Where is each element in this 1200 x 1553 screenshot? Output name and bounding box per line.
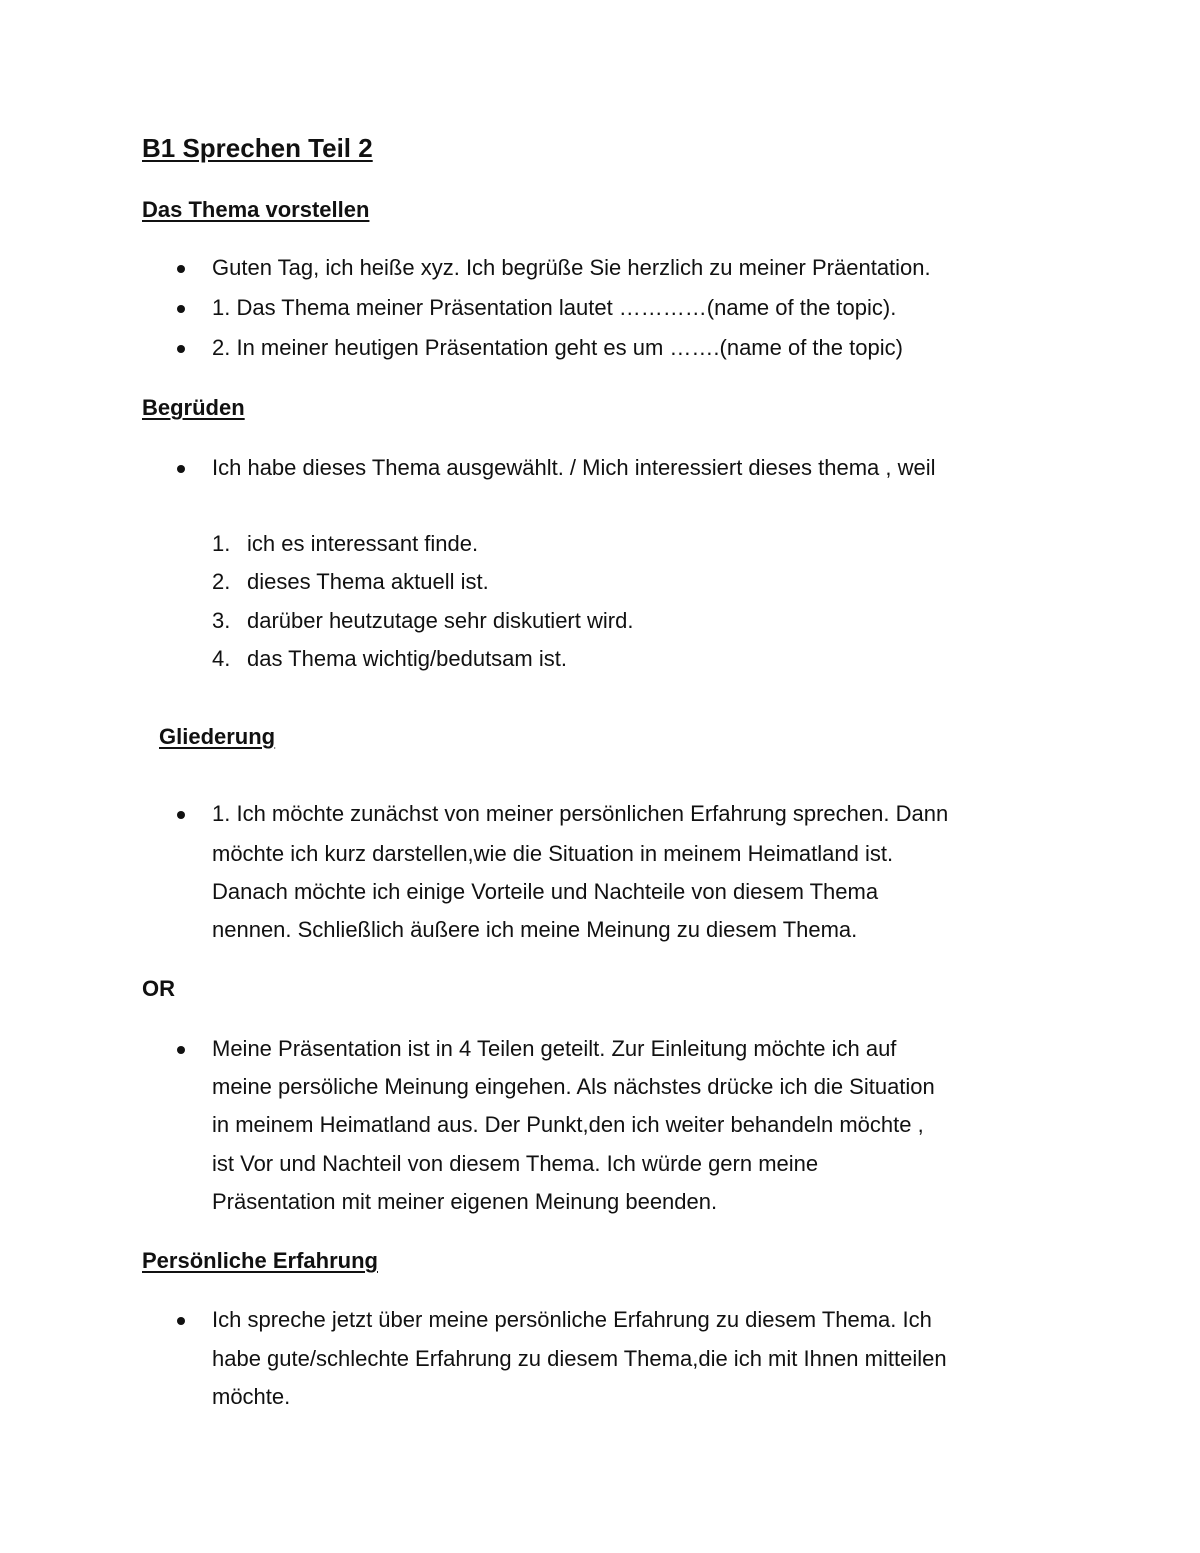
paragraph-line: möchte ich kurz darstellen,wie die Situation in meinem Heimatland ist. — [212, 841, 894, 866]
paragraph-line: 1. Ich möchte zunächst von meiner persönlichen Erfahrung sprechen. Dann — [212, 801, 949, 826]
numbered-item-number: 1. — [212, 531, 231, 556]
list-item: 2. In meiner heutigen Präsentation geht es um …….(name of the topic) — [212, 335, 903, 360]
paragraph-line: möchte. — [212, 1384, 291, 1409]
numbered-item-text: darüber heutzutage sehr diskutiert wird. — [247, 608, 634, 633]
paragraph-line: Meine Präsentation ist in 4 Teilen geteilt. Zur Einleitung möchte ich auf — [212, 1036, 897, 1061]
list-item: 1. Das Thema meiner Präsentation lautet …………(name of the topic). — [212, 295, 897, 320]
bullet-icon — [177, 305, 185, 313]
paragraph-line: meine persöliche Meinung eingehen. Als nächstes drücke ich die Situation — [212, 1074, 935, 1099]
bullet-icon — [177, 1317, 185, 1325]
paragraph-line: nennen. Schließlich äußere ich meine Meinung zu diesem Thema. — [212, 917, 858, 942]
numbered-item-text: dieses Thema aktuell ist. — [247, 569, 489, 594]
heading-gliederung: Gliederung — [159, 724, 276, 749]
document-title: B1 Sprechen Teil 2 — [142, 133, 373, 163]
paragraph-line: ist Vor und Nachteil von diesem Thema. Ich würde gern meine — [212, 1151, 819, 1176]
heading-das-thema-vorstellen: Das Thema vorstellen — [142, 197, 370, 222]
bullet-icon — [177, 1046, 185, 1054]
bullet-icon — [177, 811, 185, 819]
paragraph-line: Präsentation mit meiner eigenen Meinung beenden. — [212, 1189, 718, 1214]
numbered-item-number: 2. — [212, 569, 231, 594]
heading-persoenliche-erfahrung: Persönliche Erfahrung — [142, 1248, 378, 1273]
paragraph-line: in meinem Heimatland aus. Der Punkt,den ich weiter behandeln möchte , — [212, 1112, 924, 1137]
heading-begrueden: Begrüden — [142, 395, 245, 420]
bullet-icon — [177, 345, 185, 353]
paragraph-line: Danach möchte ich einige Vorteile und Nachteile von diesem Thema — [212, 879, 879, 904]
paragraph-line: habe gute/schlechte Erfahrung zu diesem Thema,die ich mit Ihnen mitteilen — [212, 1346, 947, 1371]
list-item: Guten Tag, ich heiße xyz. Ich begrüße Sie herzlich zu meiner Präentation. — [212, 255, 931, 280]
list-item: Ich habe dieses Thema ausgewählt. / Mich interessiert dieses thema , weil — [212, 455, 936, 480]
paragraph-line: Ich spreche jetzt über meine persönliche Erfahrung zu diesem Thema. Ich — [212, 1307, 932, 1332]
or-label: OR — [142, 976, 175, 1001]
bullet-icon — [177, 465, 185, 473]
numbered-item-text: ich es interessant finde. — [247, 531, 479, 556]
bullet-icon — [177, 265, 185, 273]
numbered-item-number: 4. — [212, 646, 231, 671]
numbered-item-number: 3. — [212, 608, 231, 633]
numbered-item-text: das Thema wichtig/bedutsam ist. — [247, 646, 567, 671]
